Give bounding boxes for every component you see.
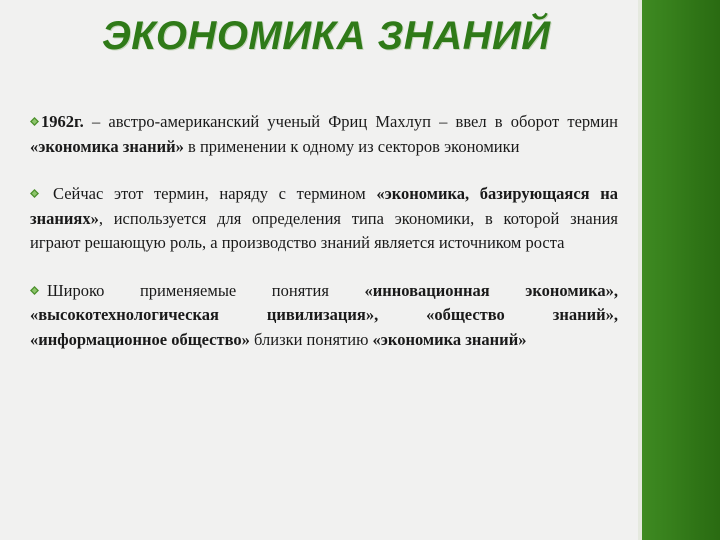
slide-body bbox=[30, 110, 618, 375]
paragraph-2 bbox=[30, 182, 618, 256]
paragraph-3-text-b: близки понятию bbox=[249, 329, 373, 349]
paragraph-1-text-a: – австро-американский ученый Фриц Махлуп – ввел в оборот термин bbox=[83, 112, 618, 131]
paragraph-1-year: 1962г. bbox=[41, 112, 84, 131]
paragraph-2-term: «экономика, базирующаяся на знаниях» bbox=[30, 184, 619, 228]
paragraph-1-text-b: в применении к одному из секторов экономики bbox=[183, 136, 520, 156]
paragraph-1-term: «экономика знаний» bbox=[30, 136, 184, 156]
slide-title: ЭКОНОМИКА ЗНАНИЙ bbox=[102, 14, 551, 58]
paragraph-3-term: «экономика знаний» bbox=[372, 329, 527, 349]
paragraph-3 bbox=[30, 279, 618, 353]
paragraph-2-text-a: Сейчас этот термин, наряду с термином bbox=[53, 184, 377, 203]
paragraph-3-terms: «инновационная экономика», «высокотехнологическая цивилизация», «общество знаний», «информационное общество» bbox=[30, 280, 618, 349]
paragraph-3-text-a: Широко применяемые понятия bbox=[47, 280, 365, 300]
paragraph-2-text-b: , используется для определения типа экономики, в которой знания играют решающую роль, а производство знаний является источником роста bbox=[30, 208, 618, 252]
paragraph-1 bbox=[30, 110, 618, 159]
diamond-bullet-icon bbox=[30, 189, 39, 198]
decorative-green-sidebar bbox=[642, 0, 720, 540]
diamond-bullet-icon bbox=[30, 117, 39, 126]
diamond-bullet-icon bbox=[30, 286, 39, 295]
